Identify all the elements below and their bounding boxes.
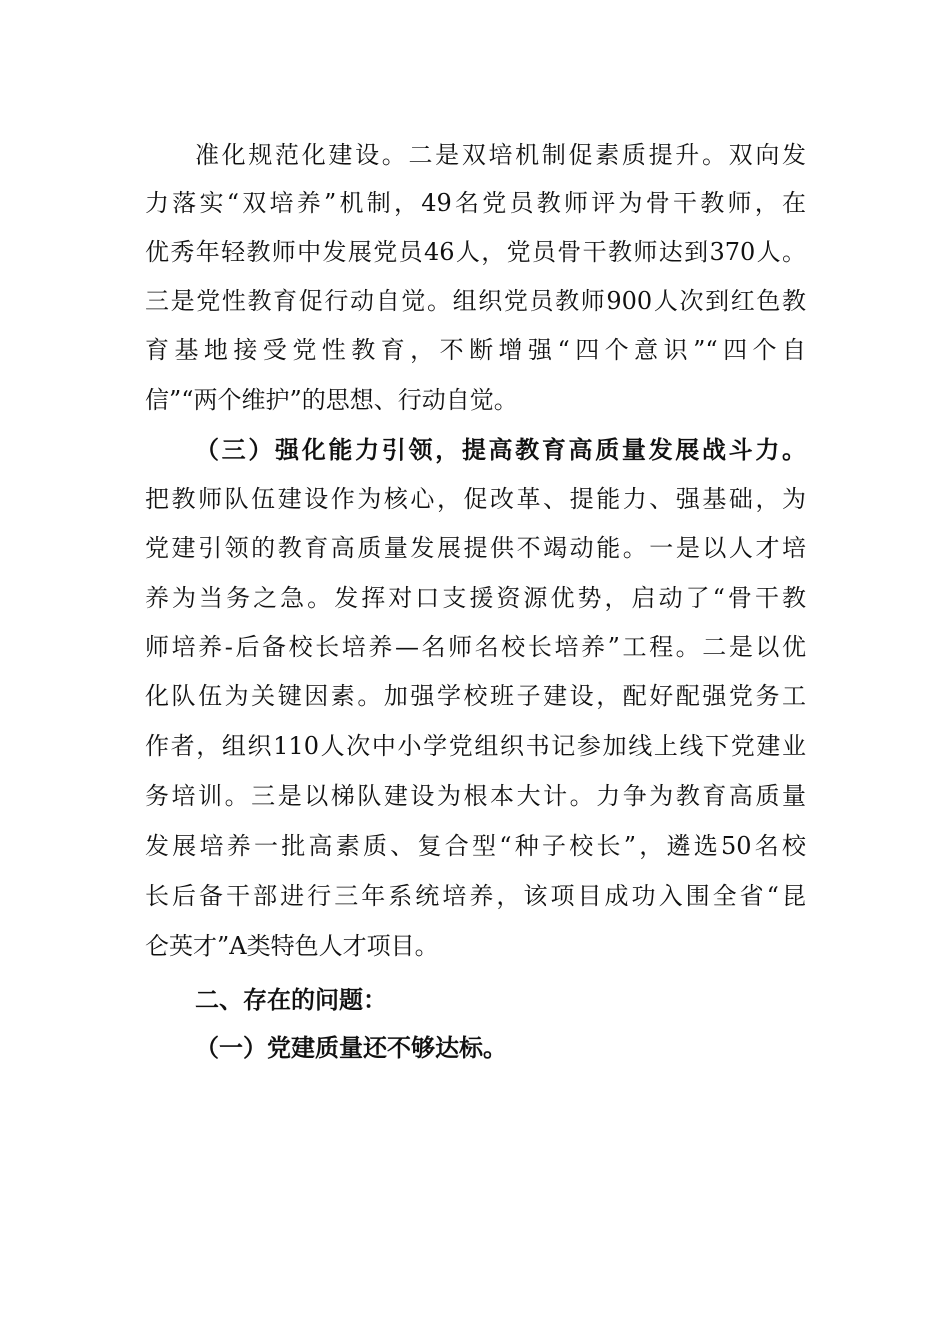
paragraph-line: 仑英才”A类特色人才项目。 — [145, 932, 439, 960]
paragraph-line: 养为当务之急。发挥对口支援资源优势，启动了“骨干教 — [145, 584, 806, 612]
paragraph-line: 信”“两个维护”的思想、行动自觉。 — [145, 386, 518, 414]
paragraph-line: 发展培养一批高素质、复合型“种子校长”，遴选50名校 — [145, 832, 806, 860]
section-heading: （三）强化能力引领，提高教育高质量发展战斗力。 — [195, 435, 806, 464]
paragraph-line: 育基地接受党性教育，不断增强“四个意识”“四个自 — [145, 336, 806, 364]
paragraph-line: 化队伍为关键因素。加强学校班子建设，配好配强党务工 — [145, 682, 806, 710]
paragraph-line: 长后备干部进行三年系统培养，该项目成功入围全省“昆 — [145, 882, 806, 910]
paragraph-line: 准化规范化建设。二是双培机制促素质提升。双向发 — [195, 141, 806, 169]
paragraph-line: 优秀年轻教师中发展党员46人，党员骨干教师达到370人。 — [145, 238, 806, 266]
paragraph-line: 务培训。三是以梯队建设为根本大计。力争为教育高质量 — [145, 782, 806, 810]
paragraph-line: 师培养-后备校长培养—名师名校长培养”工程。二是以优 — [145, 633, 806, 661]
section-heading: 二、存在的问题： — [195, 985, 387, 1014]
paragraph-line: 力落实“双培养”机制，49名党员教师评为骨干教师，在 — [145, 189, 806, 217]
paragraph-line: 党建引领的教育高质量发展提供不竭动能。一是以人才培 — [145, 534, 806, 562]
paragraph-line: 作者，组织110人次中小学党组织书记参加线上线下党建业 — [145, 732, 806, 760]
section-heading: （一）党建质量还不够达标。 — [195, 1033, 507, 1062]
paragraph-line: 三是党性教育促行动自觉。组织党员教师900人次到红色教 — [145, 287, 806, 315]
paragraph-line: 把教师队伍建设作为核心，促改革、提能力、强基础，为 — [145, 485, 806, 513]
